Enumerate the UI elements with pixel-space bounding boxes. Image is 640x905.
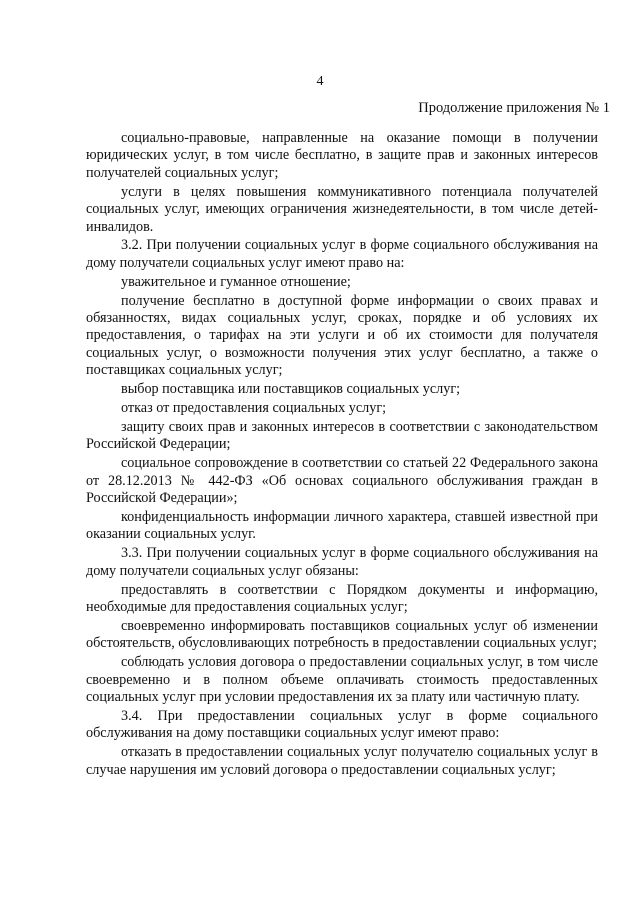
paragraph: защиту своих прав и законных интересов в соответствии с законодательством Российской Федерации;: [86, 419, 598, 453]
paragraph: своевременно информировать поставщиков социальных услуг об изменении обстоятельств, обусловливающих потребность в предоставлении социальных услуг;: [86, 617, 598, 652]
paragraph: конфиденциальность информации личного характера, ставшей известной при оказании социальных услуг.: [86, 509, 598, 543]
appendix-continuation-note: Продолжение приложения № 1: [418, 100, 610, 116]
paragraph: социальное сопровождение в соответствии со статьей 22 Федерального закона от 28.12.2013 № 442-ФЗ «Об основах социального обслуживания граждан в Российской Федерации»;: [86, 455, 598, 507]
paragraph: соблюдать условия договора о предоставлении социальных услуг, в том числе своевременно и в полном объеме оплачивать стоимость предоставленных социальных услуг при условии предоставления их за плату или частичную плату.: [86, 654, 598, 706]
paragraph: выбор поставщика или поставщиков социальных услуг;: [121, 381, 461, 398]
page-number: 4: [316, 74, 324, 89]
paragraph: 3.2. При получении социальных услуг в форме социального обслуживания на дому получатели социальных услуг имеют право на:: [86, 237, 598, 271]
paragraph: уважительное и гуманное отношение;: [121, 273, 351, 290]
paragraph: отказ от предоставления социальных услуг;: [121, 400, 387, 417]
paragraph: услуги в целях повышения коммуникативного потенциала получателей социальных услуг, имеющих ограничения жизнедеятельности, в том числе детей-инвалидов.: [86, 183, 598, 235]
paragraph: 3.3. При получении социальных услуг в форме социального обслуживания на дому получатели социальных услуг обязаны:: [86, 545, 598, 579]
paragraph: социально-правовые, направленные на оказание помощи в получении юридических услуг, в том числе бесплатно, в защите прав и законных интересов получателей социальных услуг;: [86, 130, 598, 181]
document-body: [86, 130, 598, 781]
paragraph: 3.4. При предоставлении социальных услуг в форме социального обслуживания на дому поставщики социальных услуг имеют право:: [86, 708, 598, 742]
paragraph: предоставлять в соответствии с Порядком документы и информацию, необходимые для предоставления социальных услуг;: [86, 581, 598, 616]
paragraph: получение бесплатно в доступной форме информации о своих правах и обязанностях, видах социальных услуг, сроках, порядке и об условиях их предоставления, о тарифах на эти услуги и об их стоимости для получателя социальных услуг, о возможности получения этих услуг бесплатно, а также о поставщиках социальных услуг;: [86, 292, 598, 379]
paragraph: отказать в предоставлении социальных услуг получателю социальных услуг в случае нарушения им условий договора о предоставлении социальных услуг;: [86, 744, 598, 778]
